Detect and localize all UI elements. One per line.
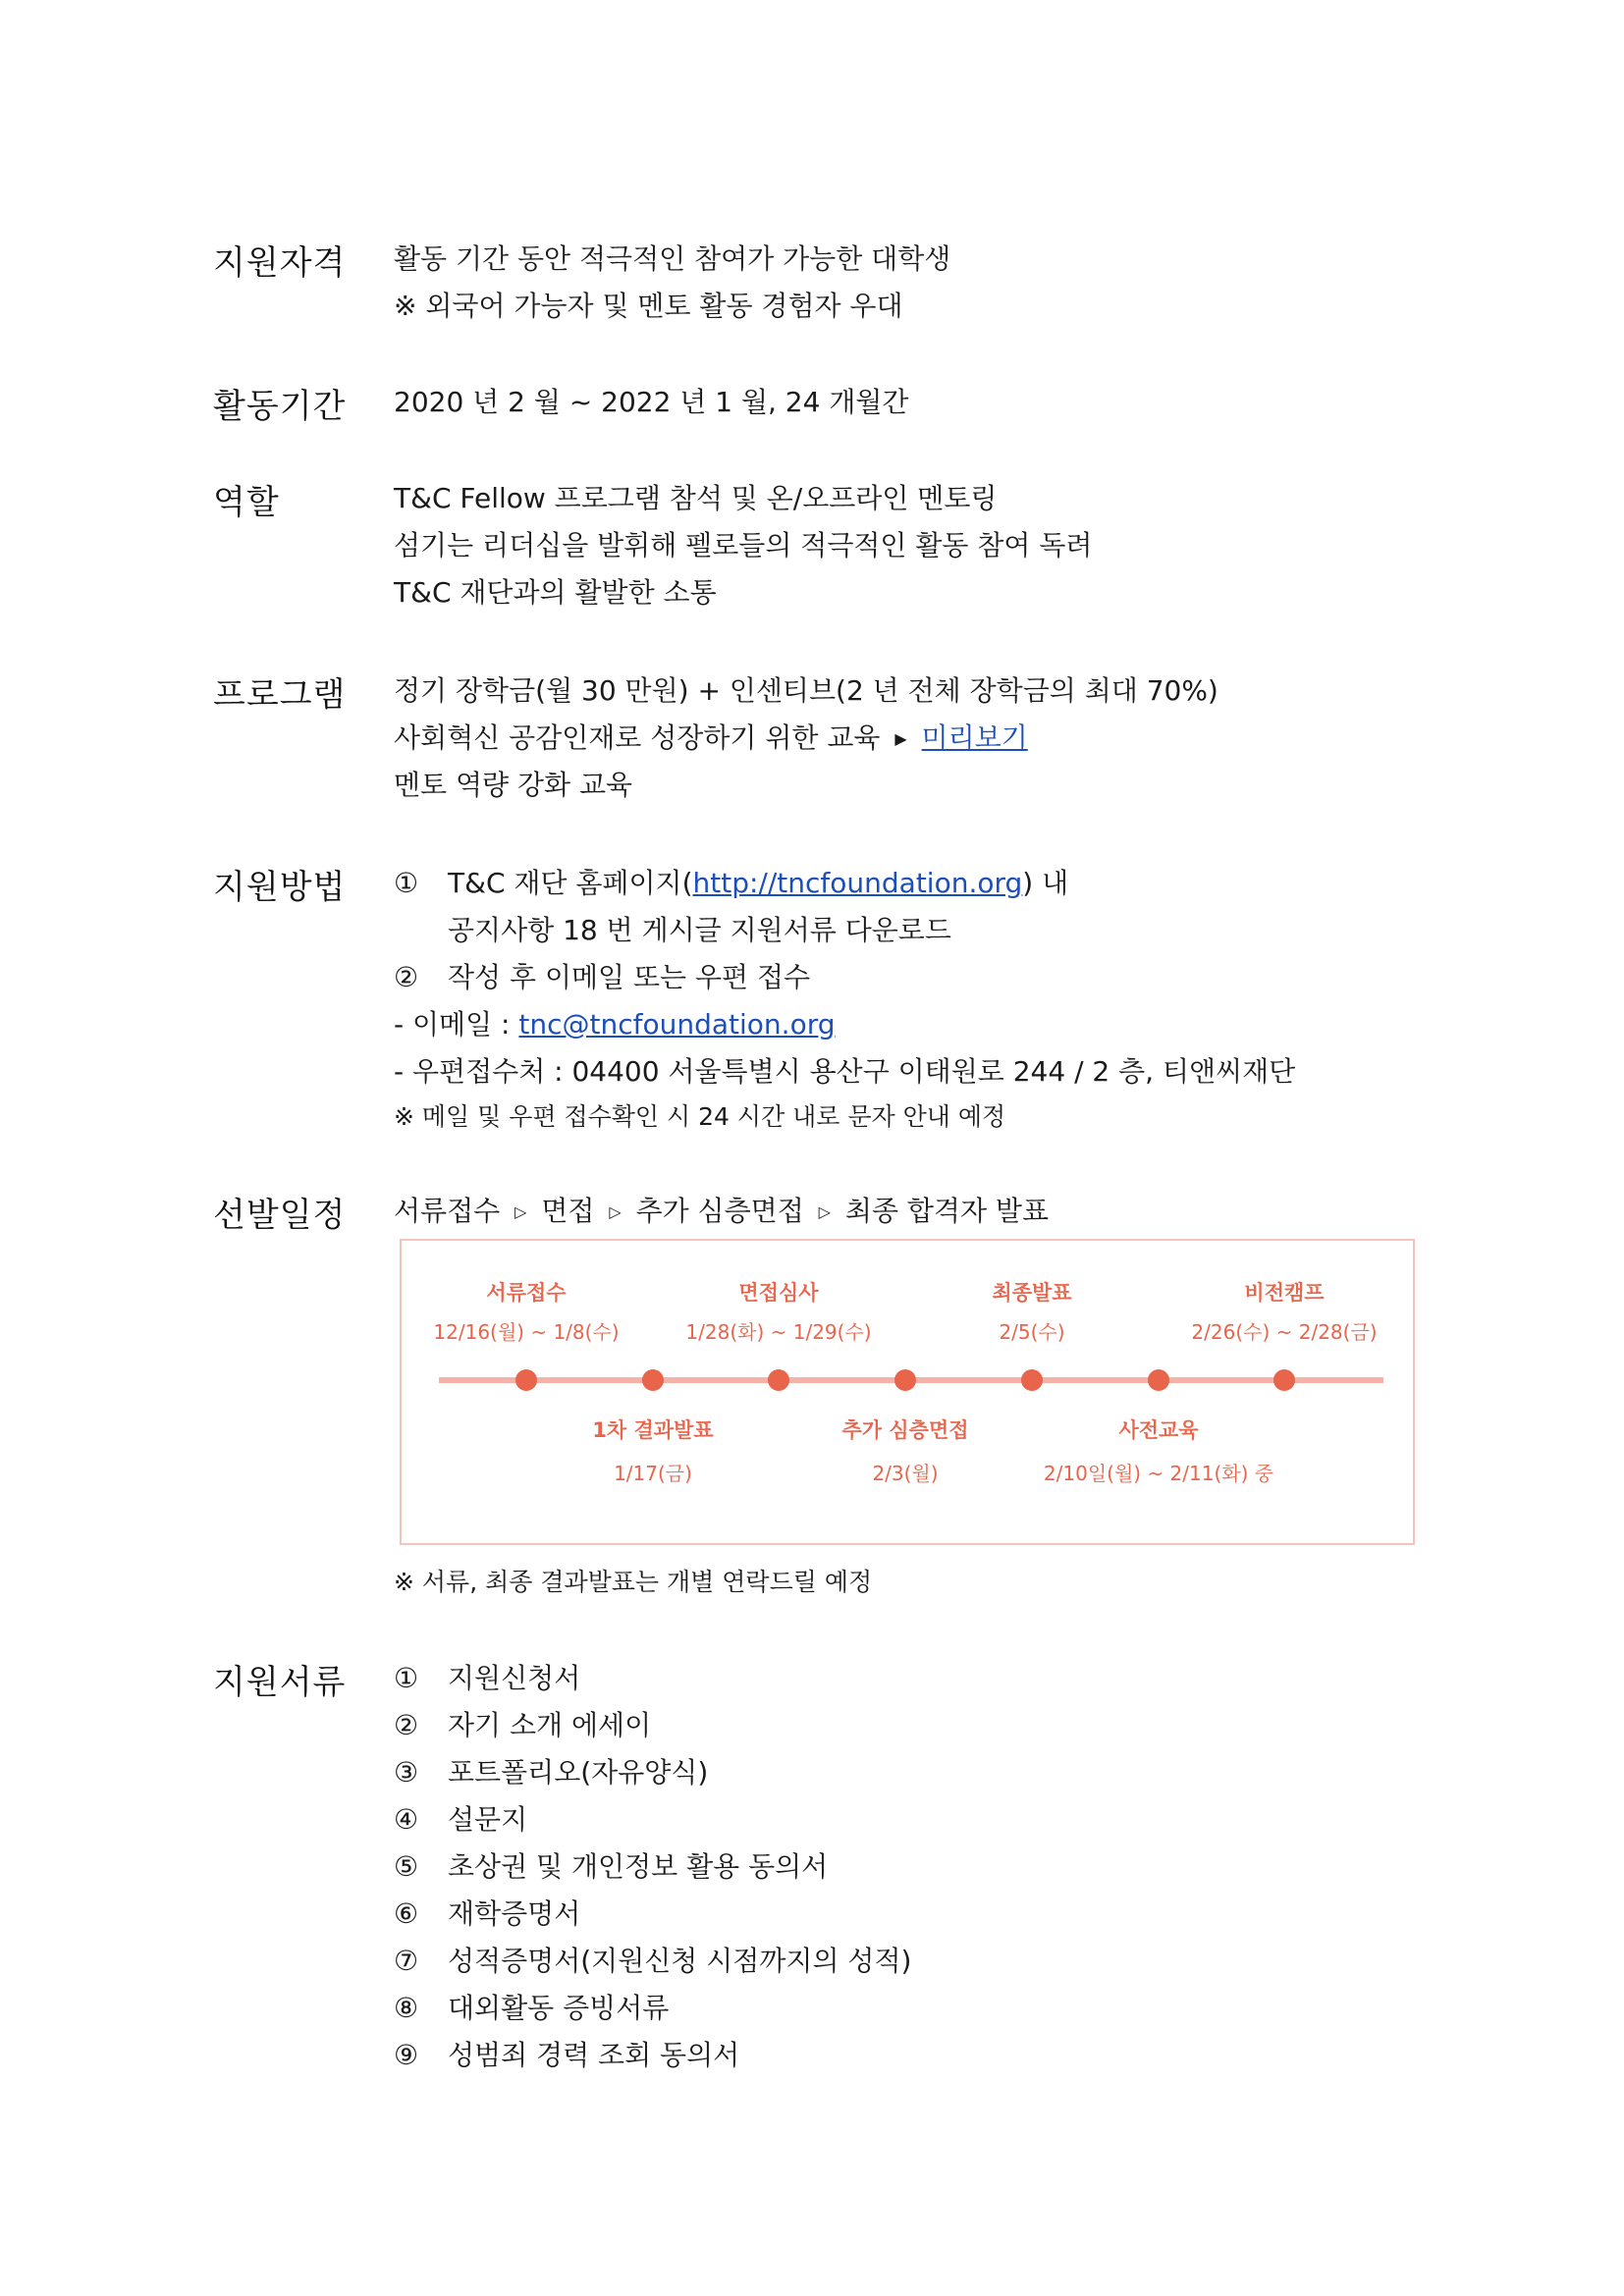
section-heading-program: 프로그램 <box>213 675 347 715</box>
timeline-dot <box>768 1369 789 1391</box>
document-item <box>394 1702 1431 1749</box>
document-item <box>394 1655 1431 1702</box>
section-heading-apply-method: 지원방법 <box>213 868 347 907</box>
apply-email-line <box>394 1001 1431 1048</box>
step-1-text-pre: T&C 재단 홈페이지( <box>448 867 693 899</box>
apply-post-line: - 우편접수처 : 04400 서울특별시 용산구 이태원로 244 / 2 층, 티앤씨재단 <box>394 1055 1296 1088</box>
document-text: 대외활동 증빙서류 <box>448 1992 670 2024</box>
document-number: ⑧ <box>394 1992 419 2024</box>
role-line: T&C Fellow 프로그램 참석 및 온/오프라인 멘토링 <box>394 482 998 514</box>
timeline-dot <box>1148 1369 1169 1391</box>
timeline-top-label: 비전캠프 <box>1244 1281 1325 1305</box>
document-number: ⑥ <box>394 1897 419 1930</box>
triangle-arrow-icon: ▷ <box>609 1202 622 1221</box>
period-line: 2020 년 2 월 ~ 2022 년 1 월, 24 개월간 <box>394 386 909 418</box>
program-line-education <box>394 715 1431 762</box>
step-2-text: 작성 후 이메일 또는 우편 접수 <box>448 961 811 993</box>
timeline-dot <box>894 1369 916 1391</box>
preview-link[interactable]: 미리보기 <box>921 721 1028 754</box>
document-item <box>394 2032 1431 2079</box>
eligibility-note: ※ 외국어 가능자 및 멘토 활동 경험자 우대 <box>394 290 903 322</box>
timeline-top-date: 2/5(수) <box>999 1320 1065 1344</box>
step-number: ② <box>394 961 419 993</box>
document-text: 자기 소개 에세이 <box>448 1709 652 1741</box>
schedule-step: 면접 <box>541 1195 595 1227</box>
step-number: ① <box>394 867 419 899</box>
schedule-steps <box>394 1188 1431 1235</box>
timeline-top-date: 12/16(월) ~ 1/8(수) <box>433 1320 620 1344</box>
schedule-step: 서류접수 <box>394 1195 501 1227</box>
section-heading-documents: 지원서류 <box>213 1663 347 1702</box>
document-text: 설문지 <box>448 1803 528 1836</box>
timeline-top-label: 서류접수 <box>486 1281 567 1305</box>
section-heading-schedule: 선발일정 <box>213 1196 347 1235</box>
document-text: 성적증명서(지원신청 시점까지의 성적) <box>448 1945 912 1977</box>
timeline-dot <box>1021 1369 1043 1391</box>
schedule-note: ※ 서류, 최종 결과발표는 개별 연락드릴 예정 <box>394 1568 873 1596</box>
document-number: ② <box>394 1709 419 1741</box>
timeline-top-label: 최종발표 <box>992 1281 1072 1305</box>
timeline-graphic <box>402 1241 1413 1543</box>
timeline-dot <box>515 1369 537 1391</box>
apply-step-1-continued: 공지사항 18 번 게시글 지원서류 다운로드 <box>448 914 951 946</box>
timeline-dot <box>642 1369 664 1391</box>
document-item <box>394 1843 1431 1891</box>
apply-step-1 <box>394 860 1431 907</box>
step-1-text-post: ) 내 <box>1022 867 1069 899</box>
timeline-bottom-date: 2/3(월) <box>872 1462 939 1485</box>
document-text: 지원신청서 <box>448 1662 581 1694</box>
timeline-bottom-label: 사전교육 <box>1118 1418 1199 1442</box>
document-text: 성범죄 경력 조회 동의서 <box>448 2039 740 2071</box>
schedule-step: 최종 합격자 발표 <box>844 1195 1050 1227</box>
document-text: 초상권 및 개인정보 활용 동의서 <box>448 1850 829 1883</box>
document-number: ④ <box>394 1803 419 1836</box>
apply-note: ※ 메일 및 우편 접수확인 시 24 시간 내로 문자 안내 예정 <box>394 1102 1006 1131</box>
timeline-bottom-date: 2/10일(월) ~ 2/11(화) 중 <box>1043 1462 1274 1485</box>
eligibility-line: 활동 기간 동안 적극적인 참여가 가능한 대학생 <box>394 242 951 275</box>
timeline-bottom-label: 1차 결과발표 <box>592 1418 714 1442</box>
timeline-bottom-label: 추가 심층면접 <box>841 1418 969 1442</box>
section-heading-role: 역할 <box>213 483 280 522</box>
role-line: 섬기는 리더십을 발휘해 펠로들의 적극적인 활동 참여 독려 <box>394 529 1093 561</box>
section-heading-eligibility: 지원자격 <box>213 243 347 283</box>
triangle-arrow-icon: ▷ <box>514 1202 527 1221</box>
documents-list <box>394 1655 1431 2079</box>
document-item <box>394 1796 1431 1843</box>
document-item <box>394 1938 1431 1985</box>
triangle-arrow-icon: ▷ <box>818 1202 831 1221</box>
schedule-step: 추가 심층면접 <box>635 1195 804 1227</box>
document-number: ⑨ <box>394 2039 419 2071</box>
schedule-timeline <box>400 1239 1415 1545</box>
document-number: ⑦ <box>394 1945 419 1977</box>
program-line: 멘토 역량 강화 교육 <box>394 769 633 801</box>
document-item <box>394 1891 1431 1938</box>
timeline-bottom-date: 1/17(금) <box>614 1462 692 1485</box>
program-line: 정기 장학금(월 30 만원) + 인센티브(2 년 전체 장학금의 최대 70%) <box>394 674 1218 707</box>
document-number: ⑤ <box>394 1850 419 1883</box>
homepage-link[interactable]: http://tncfoundation.org <box>692 867 1023 899</box>
document-number: ① <box>394 1662 419 1694</box>
document-item <box>394 1749 1431 1796</box>
document-text: 포트폴리오(자유양식) <box>448 1756 709 1789</box>
timeline-dot <box>1273 1369 1295 1391</box>
document-item <box>394 1985 1431 2032</box>
program-education-text: 사회혁신 공감인재로 성장하기 위한 교육 <box>394 721 881 754</box>
email-link[interactable]: tnc@tncfoundation.org <box>518 1008 836 1041</box>
section-heading-period: 활동기간 <box>213 387 347 426</box>
apply-step-2 <box>394 954 1431 1001</box>
timeline-top-label: 면접심사 <box>738 1281 819 1305</box>
role-line: T&C 재단과의 활발한 소통 <box>394 576 717 609</box>
email-label: - 이메일 : <box>394 1008 519 1041</box>
timeline-top-date: 2/26(수) ~ 2/28(금) <box>1191 1320 1378 1344</box>
play-arrow-icon: ▶ <box>894 729 907 748</box>
timeline-top-date: 1/28(화) ~ 1/29(수) <box>685 1320 872 1344</box>
document-number: ③ <box>394 1756 419 1789</box>
document-text: 재학증명서 <box>448 1897 581 1930</box>
